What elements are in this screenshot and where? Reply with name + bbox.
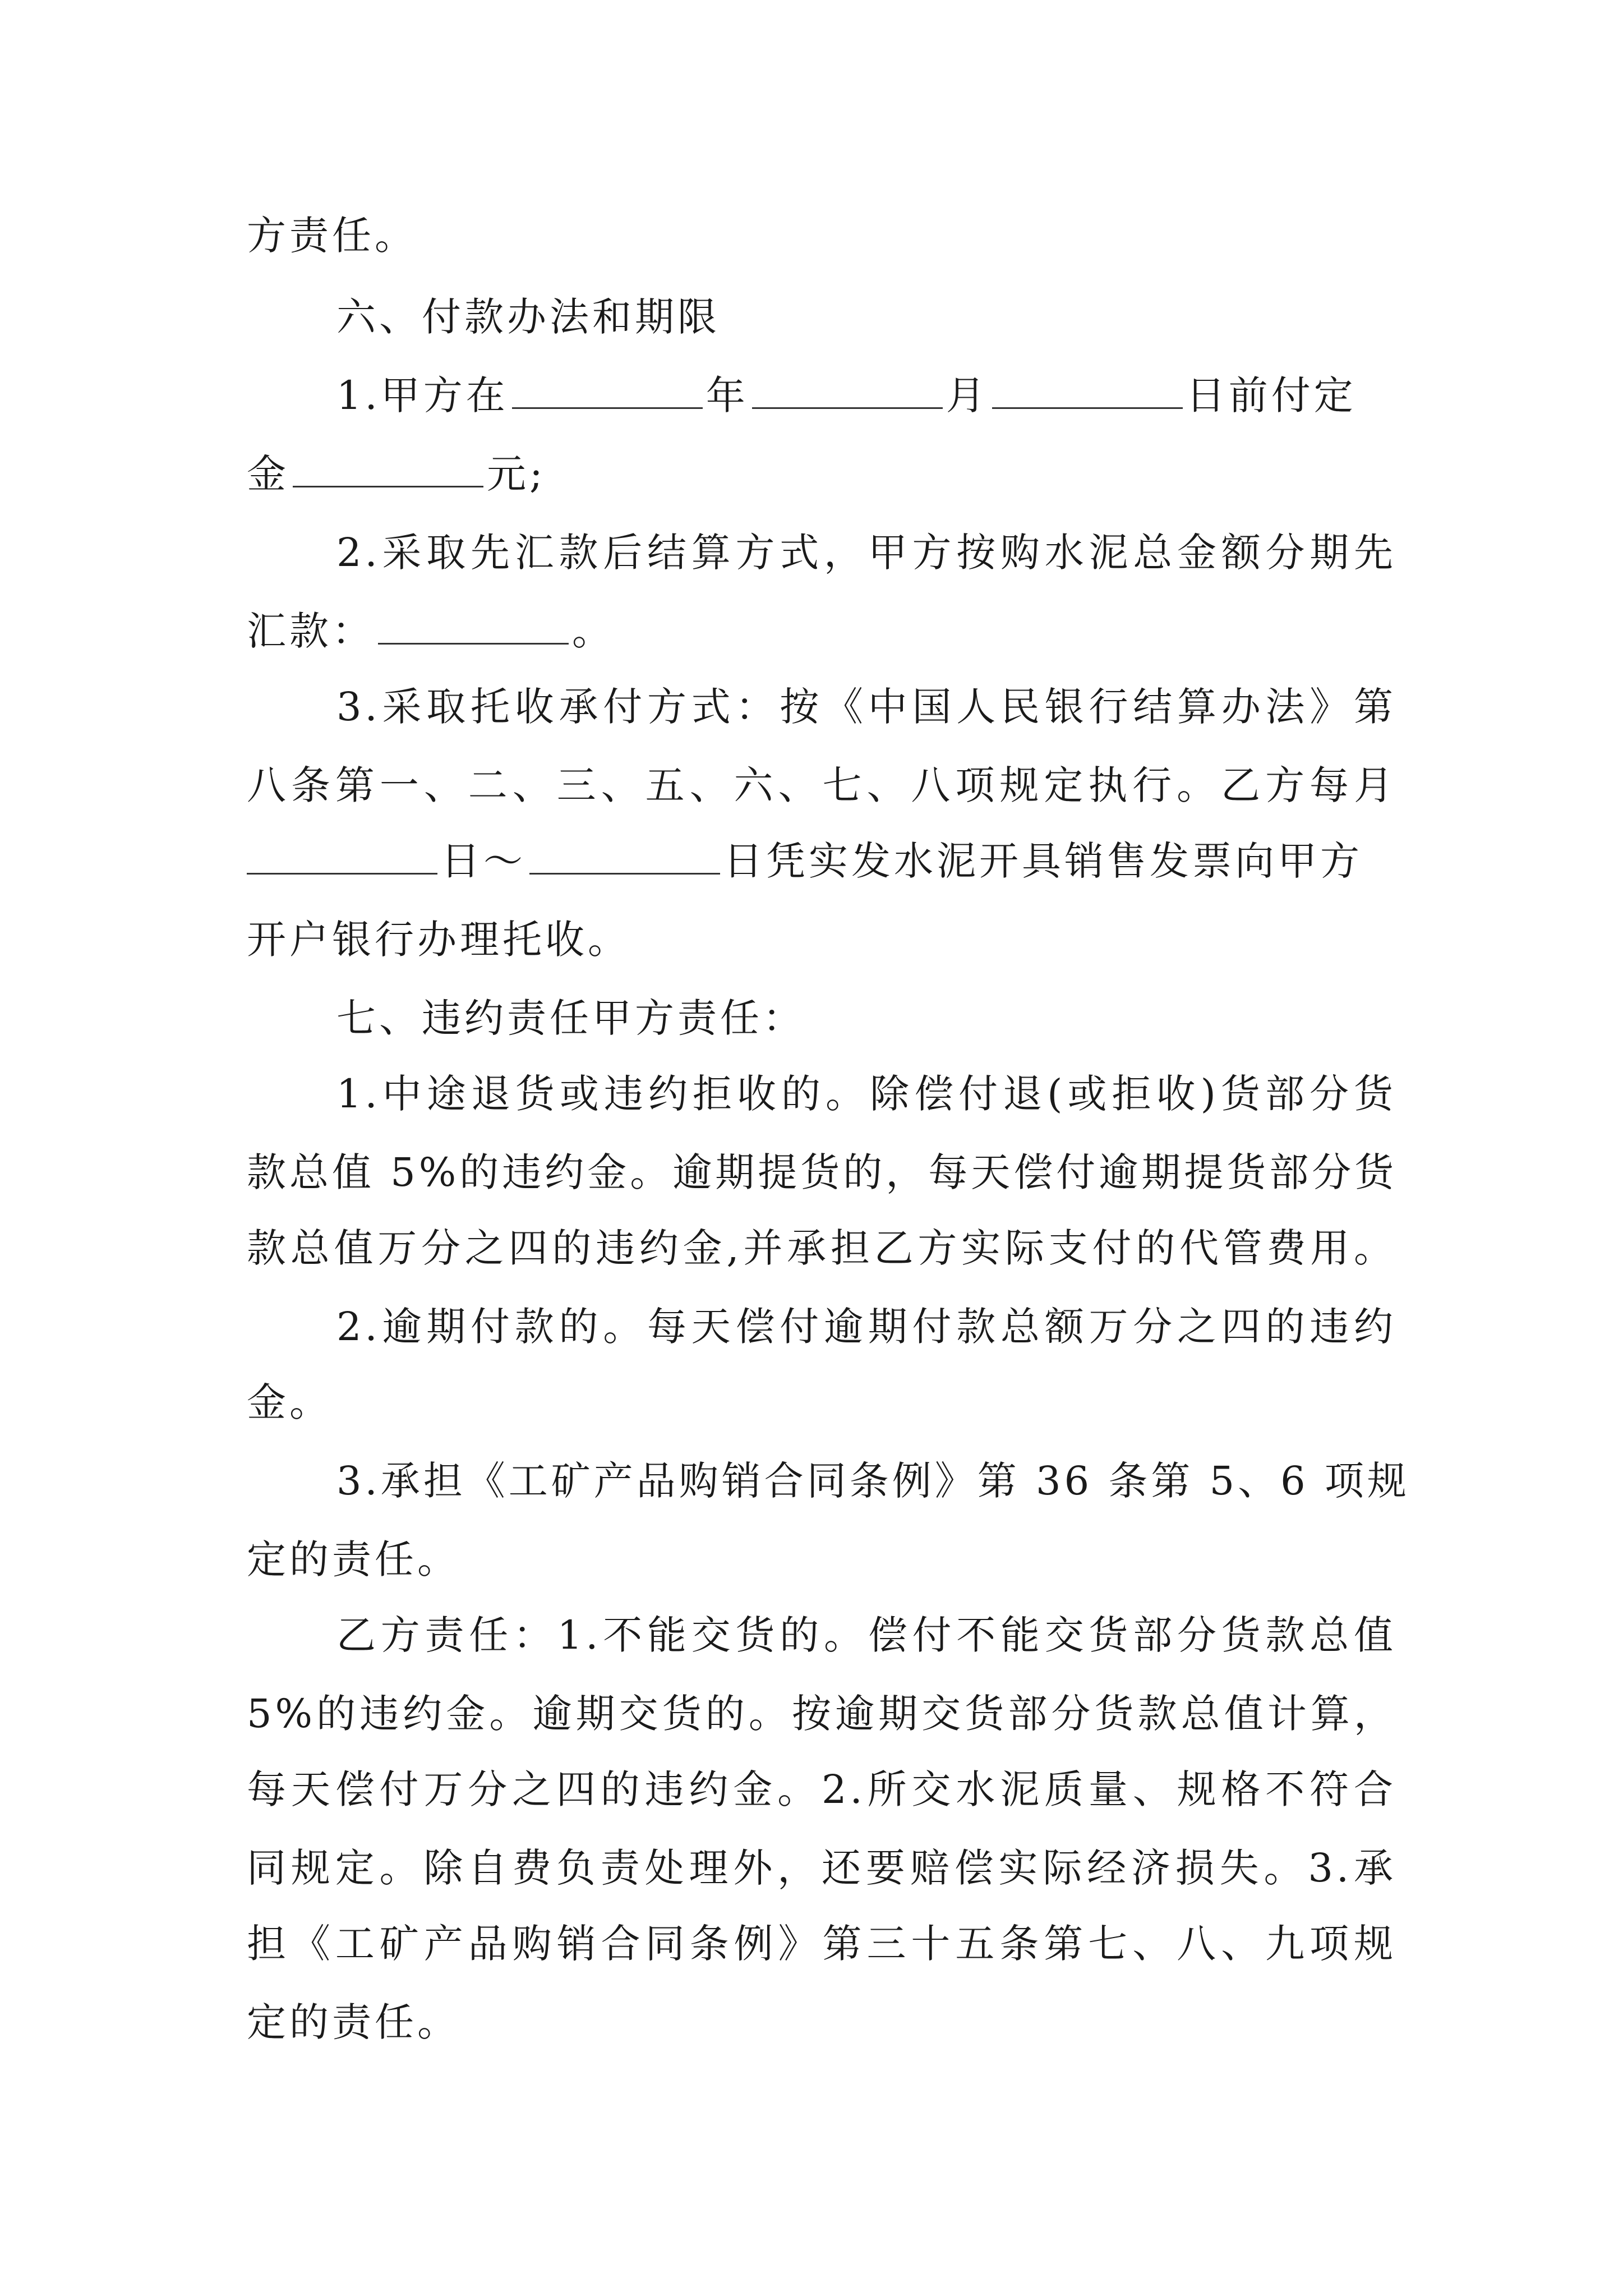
blank-field-day[interactable]	[992, 374, 1183, 409]
text-line: 2.采取先汇款后结算方式，甲方按购水泥总金额分期先	[336, 530, 1396, 576]
text-fragment: 日凭实发水泥开具销售发票向甲方	[723, 838, 1363, 884]
blank-field-month[interactable]	[752, 374, 943, 409]
text-fragment: 1.甲方在	[336, 372, 509, 418]
text-line: 八条第一、二、三、五、六、七、八项规定执行。乙方每月	[247, 762, 1396, 808]
text-line: 开户银行办理托收。	[247, 917, 630, 963]
text-line: 担《工矿产品购销合同条例》第三十五条第七、八、九项规	[247, 1921, 1396, 1967]
blank-field-remittance[interactable]	[378, 609, 569, 645]
section-heading-payment: 六、付款办法和期限	[336, 294, 720, 340]
text-line: 同规定。除自费负责处理外，还要赔偿实际经济损失。3.承	[247, 1845, 1396, 1891]
text-line	[336, 362, 1396, 429]
text-line: 5%的违约金。逾期交货的。按逾期交货部分货款总值计算，	[247, 1691, 1396, 1737]
text-line	[247, 597, 1396, 665]
text-fragment: 汇款：	[247, 608, 375, 654]
section-heading-liability: 七、违约责任甲方责任：	[336, 995, 805, 1041]
text-fragment: 金	[247, 451, 289, 497]
text-line: 金。	[247, 1379, 332, 1425]
text-line: 定的责任。	[247, 1536, 460, 1582]
text-fragment: 。	[572, 608, 615, 654]
text-line: 3.采取托收承付方式：按《中国人民银行结算办法》第	[336, 684, 1396, 730]
text-fragment: 元;	[487, 451, 546, 497]
blank-field-year[interactable]	[512, 374, 703, 409]
text-line: 1.中途退货或违约拒收的。除偿付退(或拒收)货部分货	[336, 1071, 1396, 1117]
blank-field-end-day[interactable]	[529, 839, 720, 875]
text-fragment: 年	[706, 372, 749, 418]
text-line: 2.逾期付款的。每天偿付逾期付款总额万分之四的违约	[336, 1304, 1396, 1350]
text-line: 款总值万分之四的违约金,并承担乙方实际支付的代管费用。	[247, 1225, 1396, 1271]
text-line	[247, 827, 1396, 895]
text-line: 定的责任。	[247, 1999, 460, 2045]
text-line: 款总值 5%的违约金。逾期提货的，每天偿付逾期提货部分货	[247, 1149, 1398, 1195]
text-line: 方责任。	[247, 213, 417, 259]
text-line: 每天偿付万分之四的违约金。2.所交水泥质量、规格不符合	[247, 1766, 1396, 1812]
text-fragment: 日～	[441, 838, 526, 884]
text-line	[247, 440, 1396, 508]
text-line: 乙方责任：1.不能交货的。偿付不能交货部分货款总值	[336, 1612, 1396, 1658]
blank-field-start-day[interactable]	[247, 839, 437, 875]
text-line: 3.承担《工矿产品购销合同条例》第 36 条第 5、6 项规	[336, 1458, 1410, 1504]
blank-field-deposit[interactable]	[293, 452, 483, 487]
text-fragment: 日前付定	[1186, 372, 1357, 418]
text-fragment: 月	[946, 372, 989, 418]
